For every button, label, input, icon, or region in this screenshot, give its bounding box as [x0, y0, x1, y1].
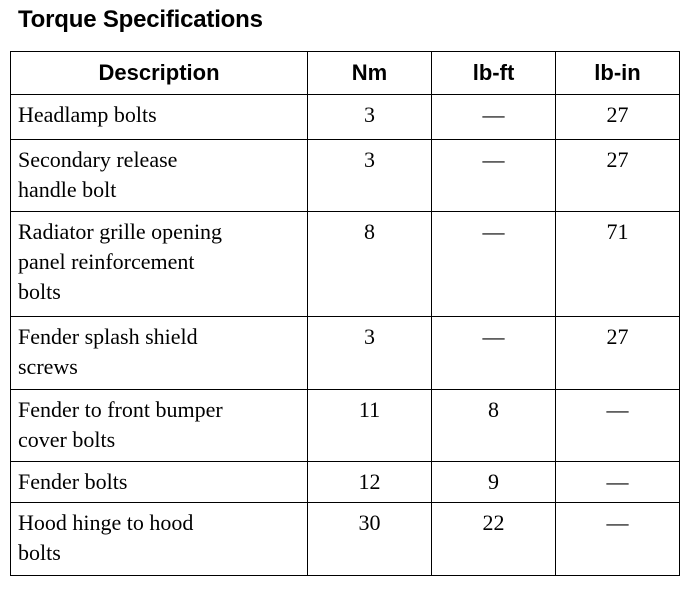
lb-in-cell: —	[556, 503, 680, 576]
nm-cell: 30	[308, 503, 432, 576]
nm-cell: 3	[308, 95, 432, 140]
page-title: Torque Specifications	[18, 6, 263, 33]
table-row	[11, 140, 680, 212]
lb-in-cell: —	[556, 390, 680, 462]
description-cell: Headlamp bolts	[11, 95, 308, 140]
torque-spec-table	[10, 51, 680, 576]
table-row	[11, 317, 680, 390]
lb-ft-cell: —	[432, 212, 556, 317]
column-header-description: Description	[11, 52, 308, 95]
lb-in-cell: 27	[556, 140, 680, 212]
nm-cell: 11	[308, 390, 432, 462]
lb-ft-cell: —	[432, 95, 556, 140]
nm-cell: 8	[308, 212, 432, 317]
description-cell: Fender to front bumper cover bolts	[11, 390, 308, 462]
table-row	[11, 462, 680, 503]
lb-ft-cell: —	[432, 140, 556, 212]
description-cell: Hood hinge to hood bolts	[11, 503, 308, 576]
nm-cell: 3	[308, 140, 432, 212]
nm-cell: 12	[308, 462, 432, 503]
nm-cell: 3	[308, 317, 432, 390]
description-cell: Fender splash shield screws	[11, 317, 308, 390]
column-header-lb-ft: lb-ft	[432, 52, 556, 95]
lb-in-cell: 71	[556, 212, 680, 317]
description-cell: Fender bolts	[11, 462, 308, 503]
description-cell: Secondary release handle bolt	[11, 140, 308, 212]
lb-in-cell: 27	[556, 317, 680, 390]
description-cell: Radiator grille opening panel reinforcement bolts	[11, 212, 308, 317]
lb-ft-cell: 22	[432, 503, 556, 576]
lb-ft-cell: 8	[432, 390, 556, 462]
column-header-lb-in: lb-in	[556, 52, 680, 95]
table-row	[11, 390, 680, 462]
lb-ft-cell: —	[432, 317, 556, 390]
column-header-nm: Nm	[308, 52, 432, 95]
lb-ft-cell: 9	[432, 462, 556, 503]
table-row	[11, 212, 680, 317]
lb-in-cell: 27	[556, 95, 680, 140]
table-row	[11, 95, 680, 140]
table-header-row	[11, 52, 680, 95]
table-row	[11, 503, 680, 576]
lb-in-cell: —	[556, 462, 680, 503]
